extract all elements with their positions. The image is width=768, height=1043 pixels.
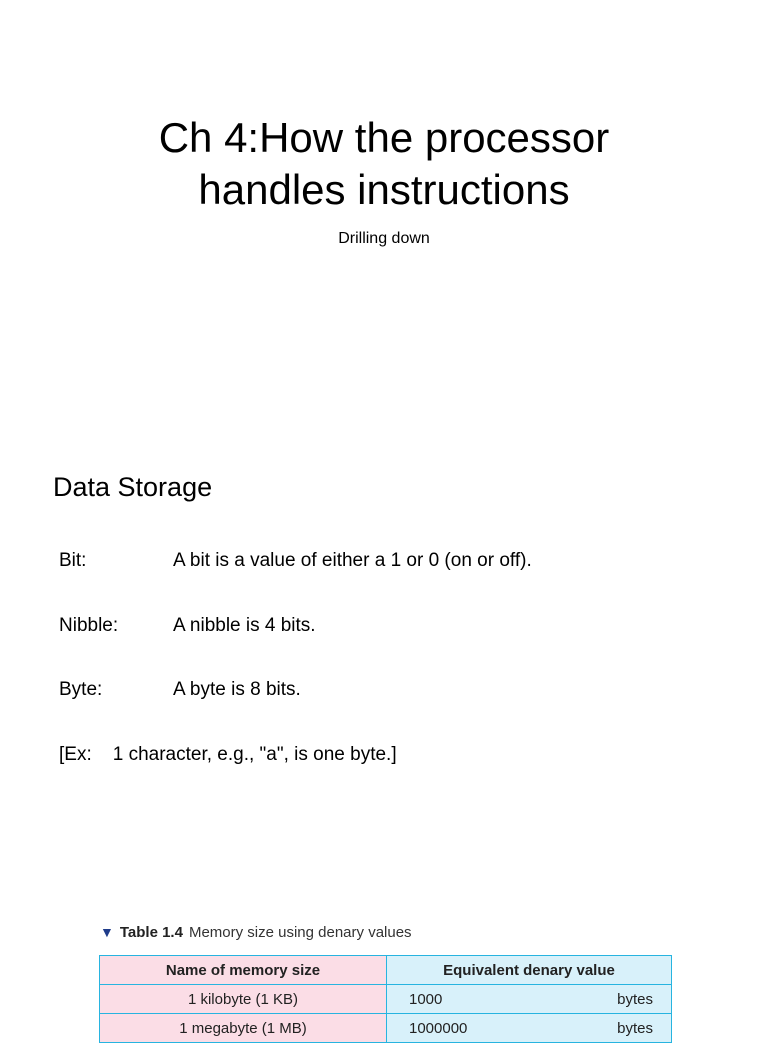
table-header-name: Name of memory size [100, 956, 387, 985]
section-heading: Data Storage [53, 472, 213, 502]
table-caption-text: Memory size using denary values [188, 924, 412, 941]
triangle-down-icon: ▼ [100, 924, 114, 940]
unit-label: bytes [617, 1019, 653, 1037]
example-text: 1 character, e.g., "a", is one byte.] [112, 744, 397, 765]
slide-title [0, 112, 768, 216]
definition-term: Byte: [59, 679, 103, 700]
table-caption [100, 922, 412, 943]
example-line [59, 742, 397, 768]
definition-term: Bit: [59, 550, 87, 571]
denary-value: 1000 [409, 990, 443, 1008]
table-header-row [100, 956, 672, 985]
title-slide [0, 0, 768, 432]
table-cell-name: 1 kilobyte (1 KB) [100, 985, 387, 1014]
table-cell-value [387, 1014, 672, 1043]
table-cell-name: 1 megabyte (1 MB) [100, 1014, 387, 1043]
denary-value: 1000000 [409, 1019, 468, 1037]
definition-text: A byte is 8 bits. [173, 679, 301, 700]
table-caption-label: Table 1.4 [119, 924, 183, 941]
table-row [100, 1014, 672, 1043]
table-header-value: Equivalent denary value [387, 956, 672, 985]
slide-subtitle: Drilling down [338, 230, 430, 247]
definition-text: A nibble is 4 bits. [173, 615, 316, 636]
example-prefix: [Ex: [59, 744, 92, 765]
table-cell-value [387, 985, 672, 1014]
definition-term: Nibble: [59, 615, 119, 636]
memory-size-table [99, 955, 672, 1043]
definition-text: A bit is a value of either a 1 or 0 (on or off). [173, 550, 532, 571]
slide-title-line-1: Ch 4:How the processor [158, 114, 610, 161]
table-row [100, 985, 672, 1014]
data-storage-slide [0, 448, 768, 1037]
unit-label: bytes [617, 990, 653, 1008]
slide-title-line-2: handles instructions [198, 166, 570, 213]
